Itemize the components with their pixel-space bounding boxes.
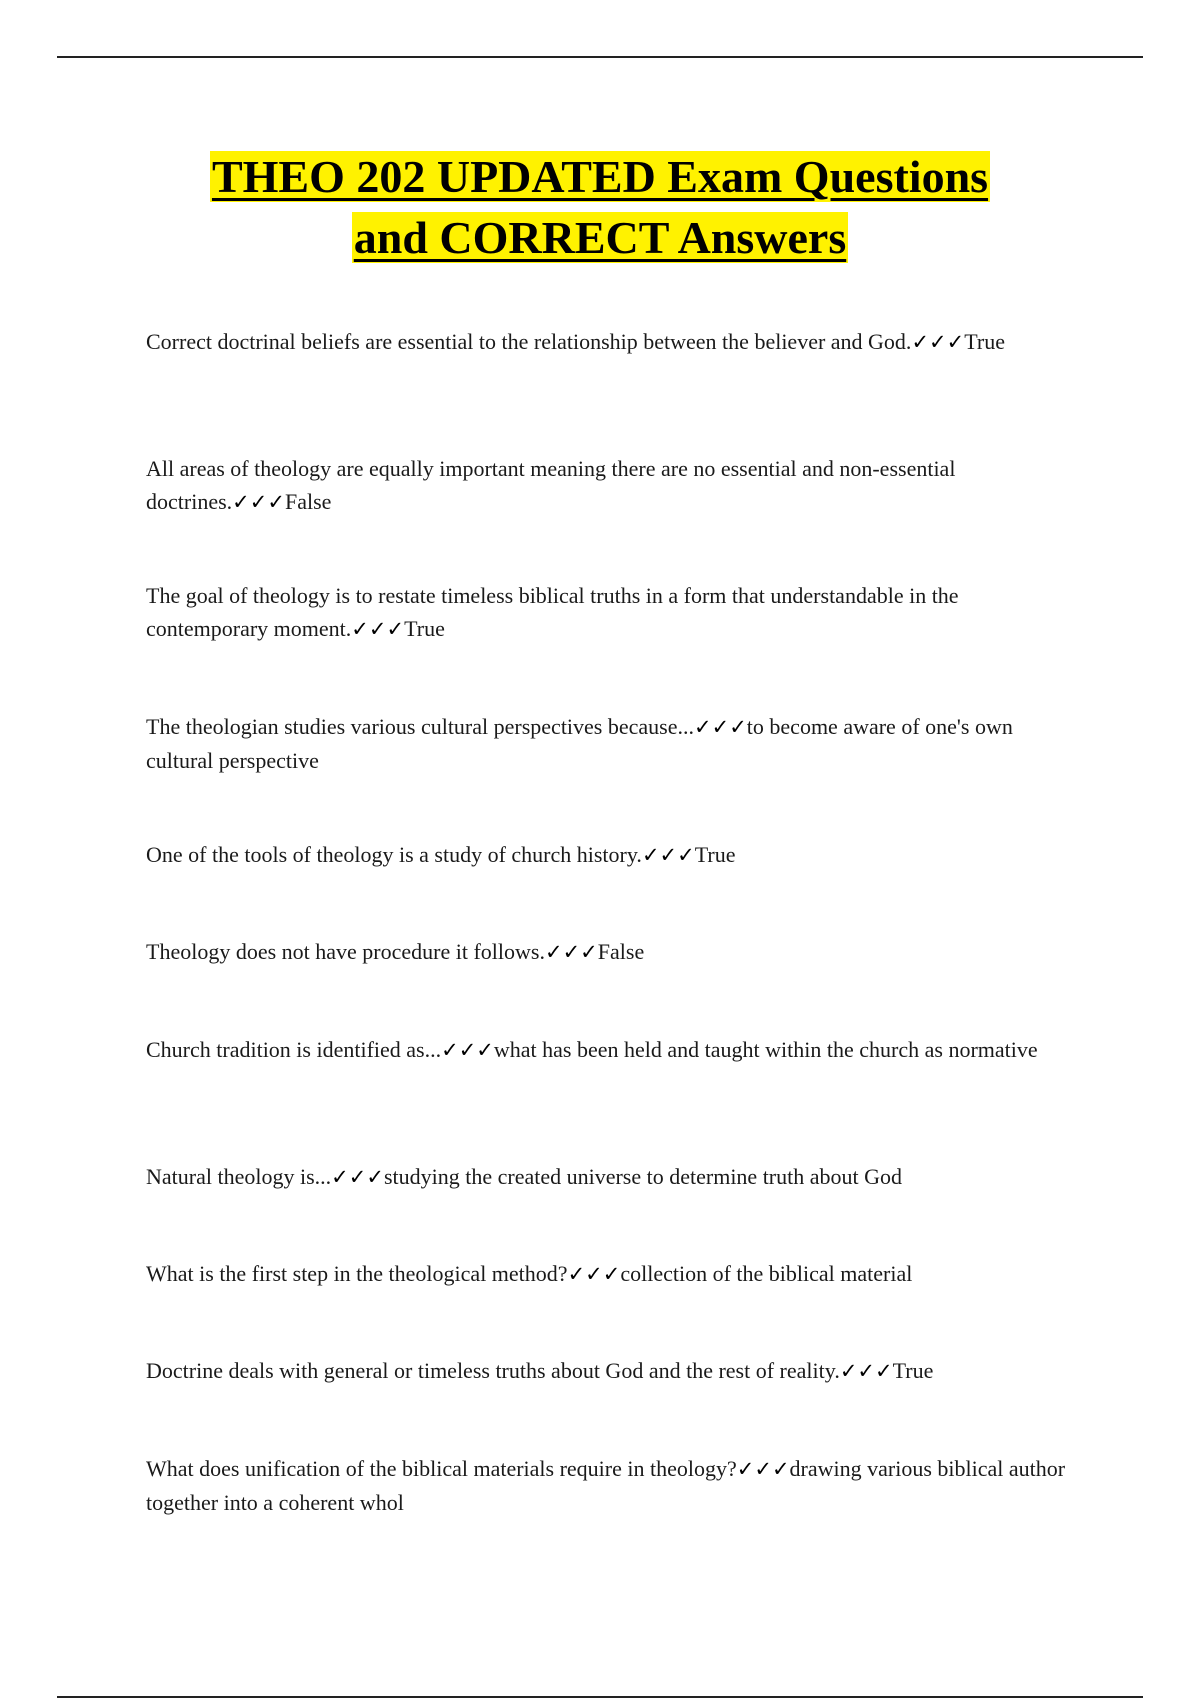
qa-item bbox=[146, 1354, 1066, 1388]
question-text: What is the first step in the theological method? bbox=[146, 1261, 568, 1286]
answer-text: True bbox=[964, 329, 1005, 354]
question-text: One of the tools of theology is a study of church history. bbox=[146, 842, 642, 867]
check-marks-icon: ✓✓✓ bbox=[694, 715, 747, 739]
title-line-2: and CORRECT Answers bbox=[353, 212, 847, 263]
answer-text: studying the created universe to determine truth about God bbox=[383, 1164, 903, 1189]
qa-item bbox=[146, 838, 1066, 872]
top-rule bbox=[57, 56, 1143, 58]
question-text: The goal of theology is to restate timeless biblical truths in a form that understandable in the contemporary moment. bbox=[146, 583, 959, 641]
question-text: Theology does not have procedure it follows. bbox=[146, 939, 545, 964]
check-marks-icon: ✓✓✓ bbox=[351, 617, 405, 641]
answer-text: drawing various biblical author together into a coherent whol bbox=[146, 1456, 1066, 1515]
check-marks-icon: ✓✓✓ bbox=[544, 940, 598, 964]
question-text: What does unification of the biblical materials require in theology? bbox=[146, 1456, 737, 1481]
check-marks-icon: ✓✓✓ bbox=[641, 843, 695, 867]
document-title bbox=[0, 146, 1200, 268]
answer-text: False bbox=[284, 489, 332, 514]
qa-item bbox=[146, 579, 1066, 646]
check-marks-icon: ✓✓✓ bbox=[839, 1359, 893, 1383]
answer-text: False bbox=[597, 939, 645, 964]
question-text: The theologian studies various cultural perspectives because... bbox=[146, 714, 694, 739]
qa-item bbox=[146, 710, 1066, 777]
check-marks-icon: ✓✓✓ bbox=[567, 1262, 621, 1286]
answer-text: what has been held and taught within the church as normative bbox=[493, 1037, 1038, 1062]
question-text: Correct doctrinal beliefs are essential to the relationship between the believer and God. bbox=[146, 329, 912, 354]
question-text: Natural theology is... bbox=[146, 1164, 332, 1189]
qa-item bbox=[146, 1452, 1066, 1519]
answer-text: to become aware of one's own cultural perspective bbox=[146, 714, 1013, 773]
qa-item bbox=[146, 935, 1066, 969]
question-text: Doctrine deals with general or timeless truths about God and the rest of reality. bbox=[146, 1358, 840, 1383]
qa-item bbox=[146, 1160, 1066, 1194]
answer-text: True bbox=[892, 1358, 934, 1383]
check-marks-icon: ✓✓✓ bbox=[232, 490, 285, 514]
title-line-1: THEO 202 UPDATED Exam Questions bbox=[211, 151, 989, 202]
question-text: All areas of theology are equally important meaning there are no essential and non-essential doctrines. bbox=[146, 456, 956, 514]
check-marks-icon: ✓✓✓ bbox=[736, 1457, 790, 1481]
qa-item bbox=[146, 1257, 1066, 1291]
check-marks-icon: ✓✓✓ bbox=[331, 1165, 384, 1189]
answer-text: True bbox=[404, 616, 445, 641]
qa-item bbox=[146, 325, 1066, 359]
answer-text: True bbox=[694, 842, 736, 867]
check-marks-icon: ✓✓✓ bbox=[441, 1038, 494, 1062]
question-text: Church tradition is identified as... bbox=[146, 1037, 442, 1062]
check-marks-icon: ✓✓✓ bbox=[911, 330, 965, 354]
qa-item bbox=[146, 452, 1066, 519]
answer-text: collection of the biblical material bbox=[620, 1261, 913, 1286]
bottom-rule bbox=[57, 1696, 1143, 1698]
qa-item bbox=[146, 1033, 1066, 1067]
